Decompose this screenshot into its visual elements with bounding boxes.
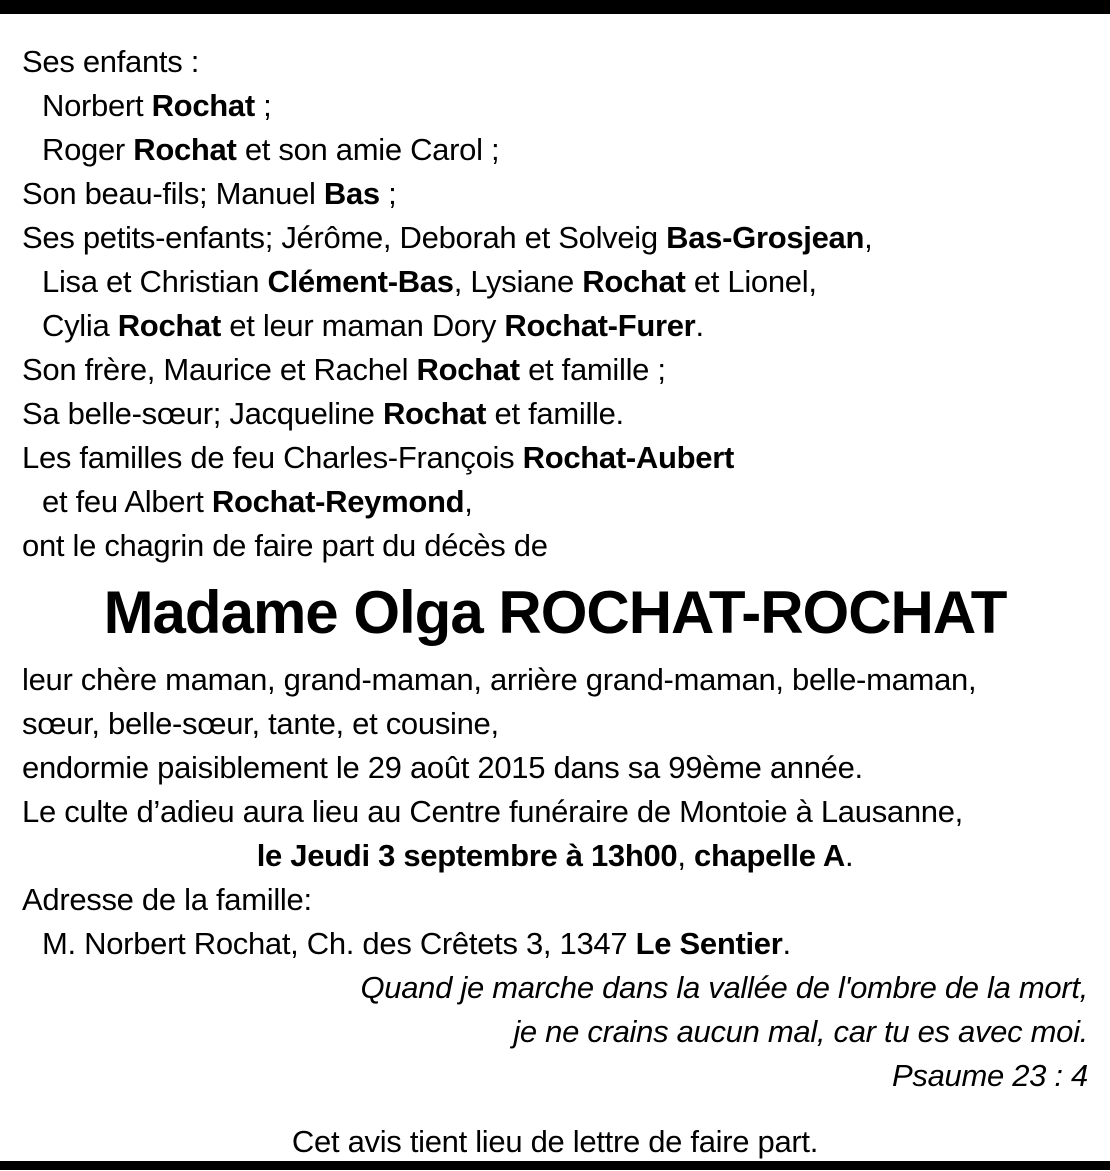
top-divider — [0, 0, 1110, 14]
bold-text-segment: Rochat-Reymond — [211, 484, 465, 519]
text-segment: Les familles de feu Charles-François — [22, 440, 523, 475]
bold-text-segment: Rochat — [133, 132, 237, 167]
text-segment: , — [864, 220, 873, 255]
bold-text-segment: le Jeudi 3 septembre à 13h00 — [256, 838, 678, 873]
text-segment: et feu Albert — [42, 484, 212, 519]
bold-text-segment: Clément-Bas — [267, 264, 454, 299]
relation-line — [22, 658, 1088, 702]
text-segment: et Lionel, — [685, 264, 817, 299]
family-line — [22, 216, 1088, 260]
text-segment: endormie paisiblement le 29 août 2015 dans sa 99ème année. — [22, 750, 863, 785]
text-segment: Cylia — [42, 308, 118, 343]
death-date-line — [22, 746, 1088, 790]
announcement-line — [22, 524, 1088, 568]
text-segment: ; — [379, 176, 397, 211]
bold-text-segment: chapelle A — [694, 838, 845, 873]
italic-text-segment: je ne crains aucun mal, car tu es avec moi. — [513, 1014, 1088, 1049]
bottom-divider — [0, 1161, 1110, 1170]
bold-text-segment: Bas-Grosjean — [666, 220, 865, 255]
family-line — [22, 128, 1088, 172]
address-line — [22, 922, 1088, 966]
text-segment: . — [695, 308, 704, 343]
family-line — [22, 40, 1088, 84]
bold-text-segment: Rochat-Aubert — [522, 440, 734, 475]
italic-text-segment: Quand je marche dans la vallée de l'ombre de la mort, — [360, 970, 1088, 1005]
family-line — [22, 260, 1088, 304]
family-line — [22, 480, 1088, 524]
family-line — [22, 436, 1088, 480]
text-segment: et son amie Carol ; — [236, 132, 500, 167]
psalm-quote-line — [22, 966, 1088, 1010]
family-line — [22, 304, 1088, 348]
text-segment: Lisa et Christian — [42, 264, 268, 299]
text-segment: Ses petits-enfants; Jérôme, Deborah et Solveig — [22, 220, 667, 255]
family-line — [22, 392, 1088, 436]
family-line — [22, 348, 1088, 392]
text-segment: , Lysiane — [453, 264, 583, 299]
text-segment: Ses enfants : — [22, 44, 200, 79]
family-line — [22, 84, 1088, 128]
bold-text-segment: Rochat — [382, 396, 487, 431]
text-segment: Adresse de la famille: — [22, 882, 312, 917]
text-segment: Cet avis tient lieu de lettre de faire part. — [291, 1124, 819, 1159]
italic-text-segment: Psaume 23 : 4 — [892, 1058, 1088, 1093]
text-segment: ; — [254, 88, 272, 123]
text-segment: . — [782, 926, 791, 961]
bold-text-segment: Bas — [323, 176, 380, 211]
deceased-name — [22, 568, 1088, 658]
bold-text-segment: Rochat-Furer — [504, 308, 696, 343]
family-line — [22, 172, 1088, 216]
relation-line — [22, 702, 1088, 746]
text-segment: Son frère, Maurice et Rachel — [22, 352, 417, 387]
psalm-quote-line — [22, 1010, 1088, 1054]
bold-text-segment: Madame Olga ROCHAT-ROCHAT — [103, 579, 1007, 646]
text-segment: sœur, belle-sœur, tante, et cousine, — [22, 706, 499, 741]
bold-text-segment: Rochat — [582, 264, 686, 299]
text-segment: . — [844, 838, 854, 873]
text-segment: , — [677, 838, 695, 873]
text-segment: et leur maman Dory — [220, 308, 505, 343]
text-segment: et famille. — [486, 396, 624, 431]
text-segment: Norbert — [42, 88, 152, 123]
text-segment: et famille ; — [519, 352, 666, 387]
text-segment: ont le chagrin de faire part du décès de — [22, 528, 548, 563]
ceremony-place-line — [22, 790, 1088, 834]
text-segment: M. Norbert Rochat, Ch. des Crêtets 3, 1347 — [42, 926, 636, 961]
text-segment: , — [464, 484, 473, 519]
text-segment: Sa belle-sœur; Jacqueline — [22, 396, 383, 431]
text-segment: Le culte d’adieu aura lieu au Centre funéraire de Montoie à Lausanne, — [22, 794, 963, 829]
closing-line — [22, 1120, 1088, 1164]
bold-text-segment: Le Sentier — [635, 926, 783, 961]
text-segment: leur chère maman, grand-maman, arrière grand-maman, belle-maman, — [22, 662, 977, 697]
bold-text-segment: Rochat — [117, 308, 221, 343]
bold-text-segment: Rochat — [151, 88, 255, 123]
text-segment: Son beau-fils; Manuel — [22, 176, 324, 211]
address-label-line — [22, 878, 1088, 922]
psalm-reference-line — [22, 1054, 1088, 1098]
ceremony-time-line — [22, 834, 1088, 878]
text-segment: Roger — [42, 132, 134, 167]
bold-text-segment: Rochat — [416, 352, 520, 387]
